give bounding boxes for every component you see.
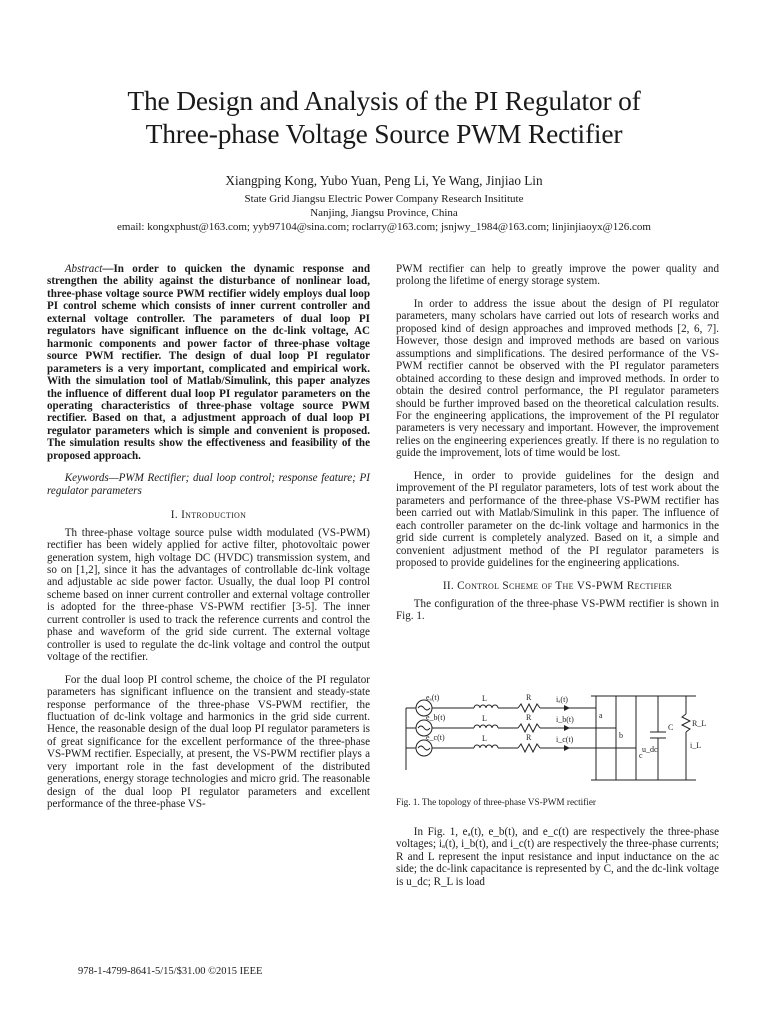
paper-title	[40, 84, 728, 150]
load-resistor	[682, 714, 690, 732]
source-label-b: e_b(t)	[426, 713, 446, 722]
abstract-lead: Abstract	[64, 263, 103, 275]
source-label-c: e_c(t)	[426, 733, 445, 742]
current-label-a: iₐ(t)	[556, 695, 568, 704]
right-paragraph-2: Hence, in order to provide guidelines for the design and improvement of the PI regulator parameters, lots of test work about the parameters and performance of the three-phase VS-PWM rectifier has been carried out with Matlab/Simulink in this paper. The influence of each controller parameter on the dc-link voltage and harmonics in the grid side current is completely analyzed. Based on it, a simple and convenient adjustment method of the PI regulator parameters is proposed to provide guidelines for the engineering applications.	[396, 469, 719, 569]
resistor-label-c: R	[526, 733, 532, 742]
dc-voltage-label: u_dc	[642, 745, 658, 754]
abstract-text: —In order to quicken the dynamic response and strengthen the ability against the disturbance of nonlinear load, three-phase voltage source PWM rectifier widely employs dual loop PI control scheme which consists of inner current controller and external voltage controller. The parameters of dual loop PI regulators have significant influence on the dc-link voltage, AC harmonic components and power factor of three-phase voltage source PWM rectifier. The design of dual loop PI regulator parameters is a very important, complicated and empirical work. With the simulation tool of Matlab/Simulink, this paper analyzes the influence of different dual loop PI regulator parameters on the operating characteristics of three-phase voltage source PWM rectifier. Based on that, a adjustment approach of dual loop PI regulator parameters which is simple and convenient is proposed. The simulation results show the effectiveness and feasibility of the proposed approach.	[47, 263, 370, 462]
affiliation: State Grid Jiangsu Electric Power Company Research Insititute	[244, 193, 524, 205]
location: Nanjing, Jiangsu Province, China	[310, 207, 458, 219]
rectifier-topology-diagram	[396, 688, 722, 788]
capacitor-label: C	[668, 723, 674, 732]
right-paragraph-1: In order to address the issue about the design of PI regulator parameters, many scholars have carried out lots of research works and proposed kind of design approaches and improved methods [2, 6, 7]. However, those design and improved methods are based on various assumptions and simplifications. The desired performance of the VS-PWM rectifier cannot be observed with the PI regulator parameters obtained according to these design and improved methods. In order to obtain the desired control performance, the PI regulator parameters should be further improved based on the theoretical calculation results. For the engineering applications, the improvement of the PI regulator parameters is very necessary and important. However, the improvement relies on the engineering experiences greatly. If there is no regulation to guide the improvement, lots of time would be lost.	[396, 297, 719, 460]
current-label-b: i_b(t)	[556, 715, 574, 724]
load-resistor-label: R_L	[692, 719, 707, 728]
intro-paragraph-1: Th three-phase voltage source pulse width modulated (VS-PWM) rectifier has been widely applied for active filter, photovoltaic power generation system, high voltage DC (HVDC) transmission system, and so on [1,2], since it has the advantages of controllable dc-link voltage and adjustable ac side power factor. Usually, the dual loop PI control scheme based on inner current controller and external voltage controller is adopted for the three-phase VS-PWM rectifier [3-5]. The inner current controller is used to track the reference currents and control the phase and waveform of the grid side current. The external voltage controller is used to regulate the dc-link voltage and control the output voltage of the rectifier.	[47, 526, 370, 664]
resistor-label-b: R	[526, 713, 532, 722]
inductor-b	[474, 725, 498, 728]
node-label-c: c	[639, 751, 643, 760]
section-heading-control-scheme: II. Control Scheme of The VS-PWM Rectifier	[442, 580, 673, 593]
resistor-c	[518, 744, 540, 752]
inductor-label-c: L	[482, 734, 487, 743]
inductor-a	[474, 705, 498, 708]
source-label-a: eₐ(t)	[426, 693, 440, 702]
load-current-label: i_L	[690, 741, 702, 750]
inductor-label-a: L	[482, 694, 487, 703]
right-column	[396, 263, 719, 623]
copyright-footer: 978-1-4799-8641-5/15/$31.00 ©2015 IEEE	[78, 966, 263, 977]
current-label-c: i_c(t)	[556, 735, 574, 744]
figure-1	[396, 688, 722, 788]
right-column-bottom	[396, 826, 719, 888]
resistor-b	[518, 724, 540, 732]
node-label-b: b	[619, 731, 623, 740]
title-line-1: The Design and Analysis of the PI Regulator of	[127, 85, 641, 117]
inductor-c	[474, 745, 498, 748]
section-heading-introduction: I. Introduction	[170, 509, 247, 522]
author-list: Xiangping Kong, Yubo Yuan, Peng Li, Ye Wang, Jinjiao Lin	[225, 173, 543, 188]
right-paragraph-3: The configuration of the three-phase VS-PWM rectifier is shown in Fig. 1.	[396, 597, 719, 623]
email-line: email: kongxphust@163.com; yyb97104@sina.com; roclarry@163.com; jsnjwy_1984@163.com; linjinjiaoyx@126.com	[117, 221, 651, 233]
node-label-a: a	[599, 711, 603, 720]
resistor-a	[518, 704, 540, 712]
title-line-2: Three-phase Voltage Source PWM Rectifier	[145, 118, 623, 150]
right-paragraph-0: PWM rectifier can help to greatly improve the power quality and prolong the lifetime of energy storage system.	[396, 263, 719, 288]
intro-paragraph-2: For the dual loop PI control scheme, the choice of the PI regulator parameters has significant influence on the transient and steady-state response performance of the three-phase VS-PWM rectifier, the fluctuation of dc-link voltage and harmonics in the grid side current. Hence, the reasonable design of the dual loop PI regulator parameters is of great significance for the excellent performance of the three-phase VS-PWM rectifier. Especially, at present, the VS-PWM rectifier plays a very important role in the fast development of the distributed generations, energy storage technologies and micro grid. The reasonable design of the dual loop PI regulator parameters and excellent performance of the three-phase VS-	[47, 673, 370, 811]
inductor-label-b: L	[482, 714, 487, 723]
figure-1-caption: Fig. 1. The topology of three-phase VS-PWM rectifier	[396, 797, 596, 807]
keywords: Keywords—PWM Rectifier; dual loop control; response feature; PI regulator parameters	[47, 472, 370, 497]
resistor-label-a: R	[526, 693, 532, 702]
abstract	[47, 263, 370, 462]
right-paragraph-4: In Fig. 1, eₐ(t), e_b(t), and e_c(t) are respectively the three-phase voltages; iₐ(t), i_b(t), and i_c(t) are respectively the three-phase currents; R and L represent the input resistance and input inductance on the ac side; the dc-link capacitance is represented by C, and the dc-link voltage is u_dc; R_L is load	[396, 826, 719, 888]
left-column	[47, 263, 370, 811]
